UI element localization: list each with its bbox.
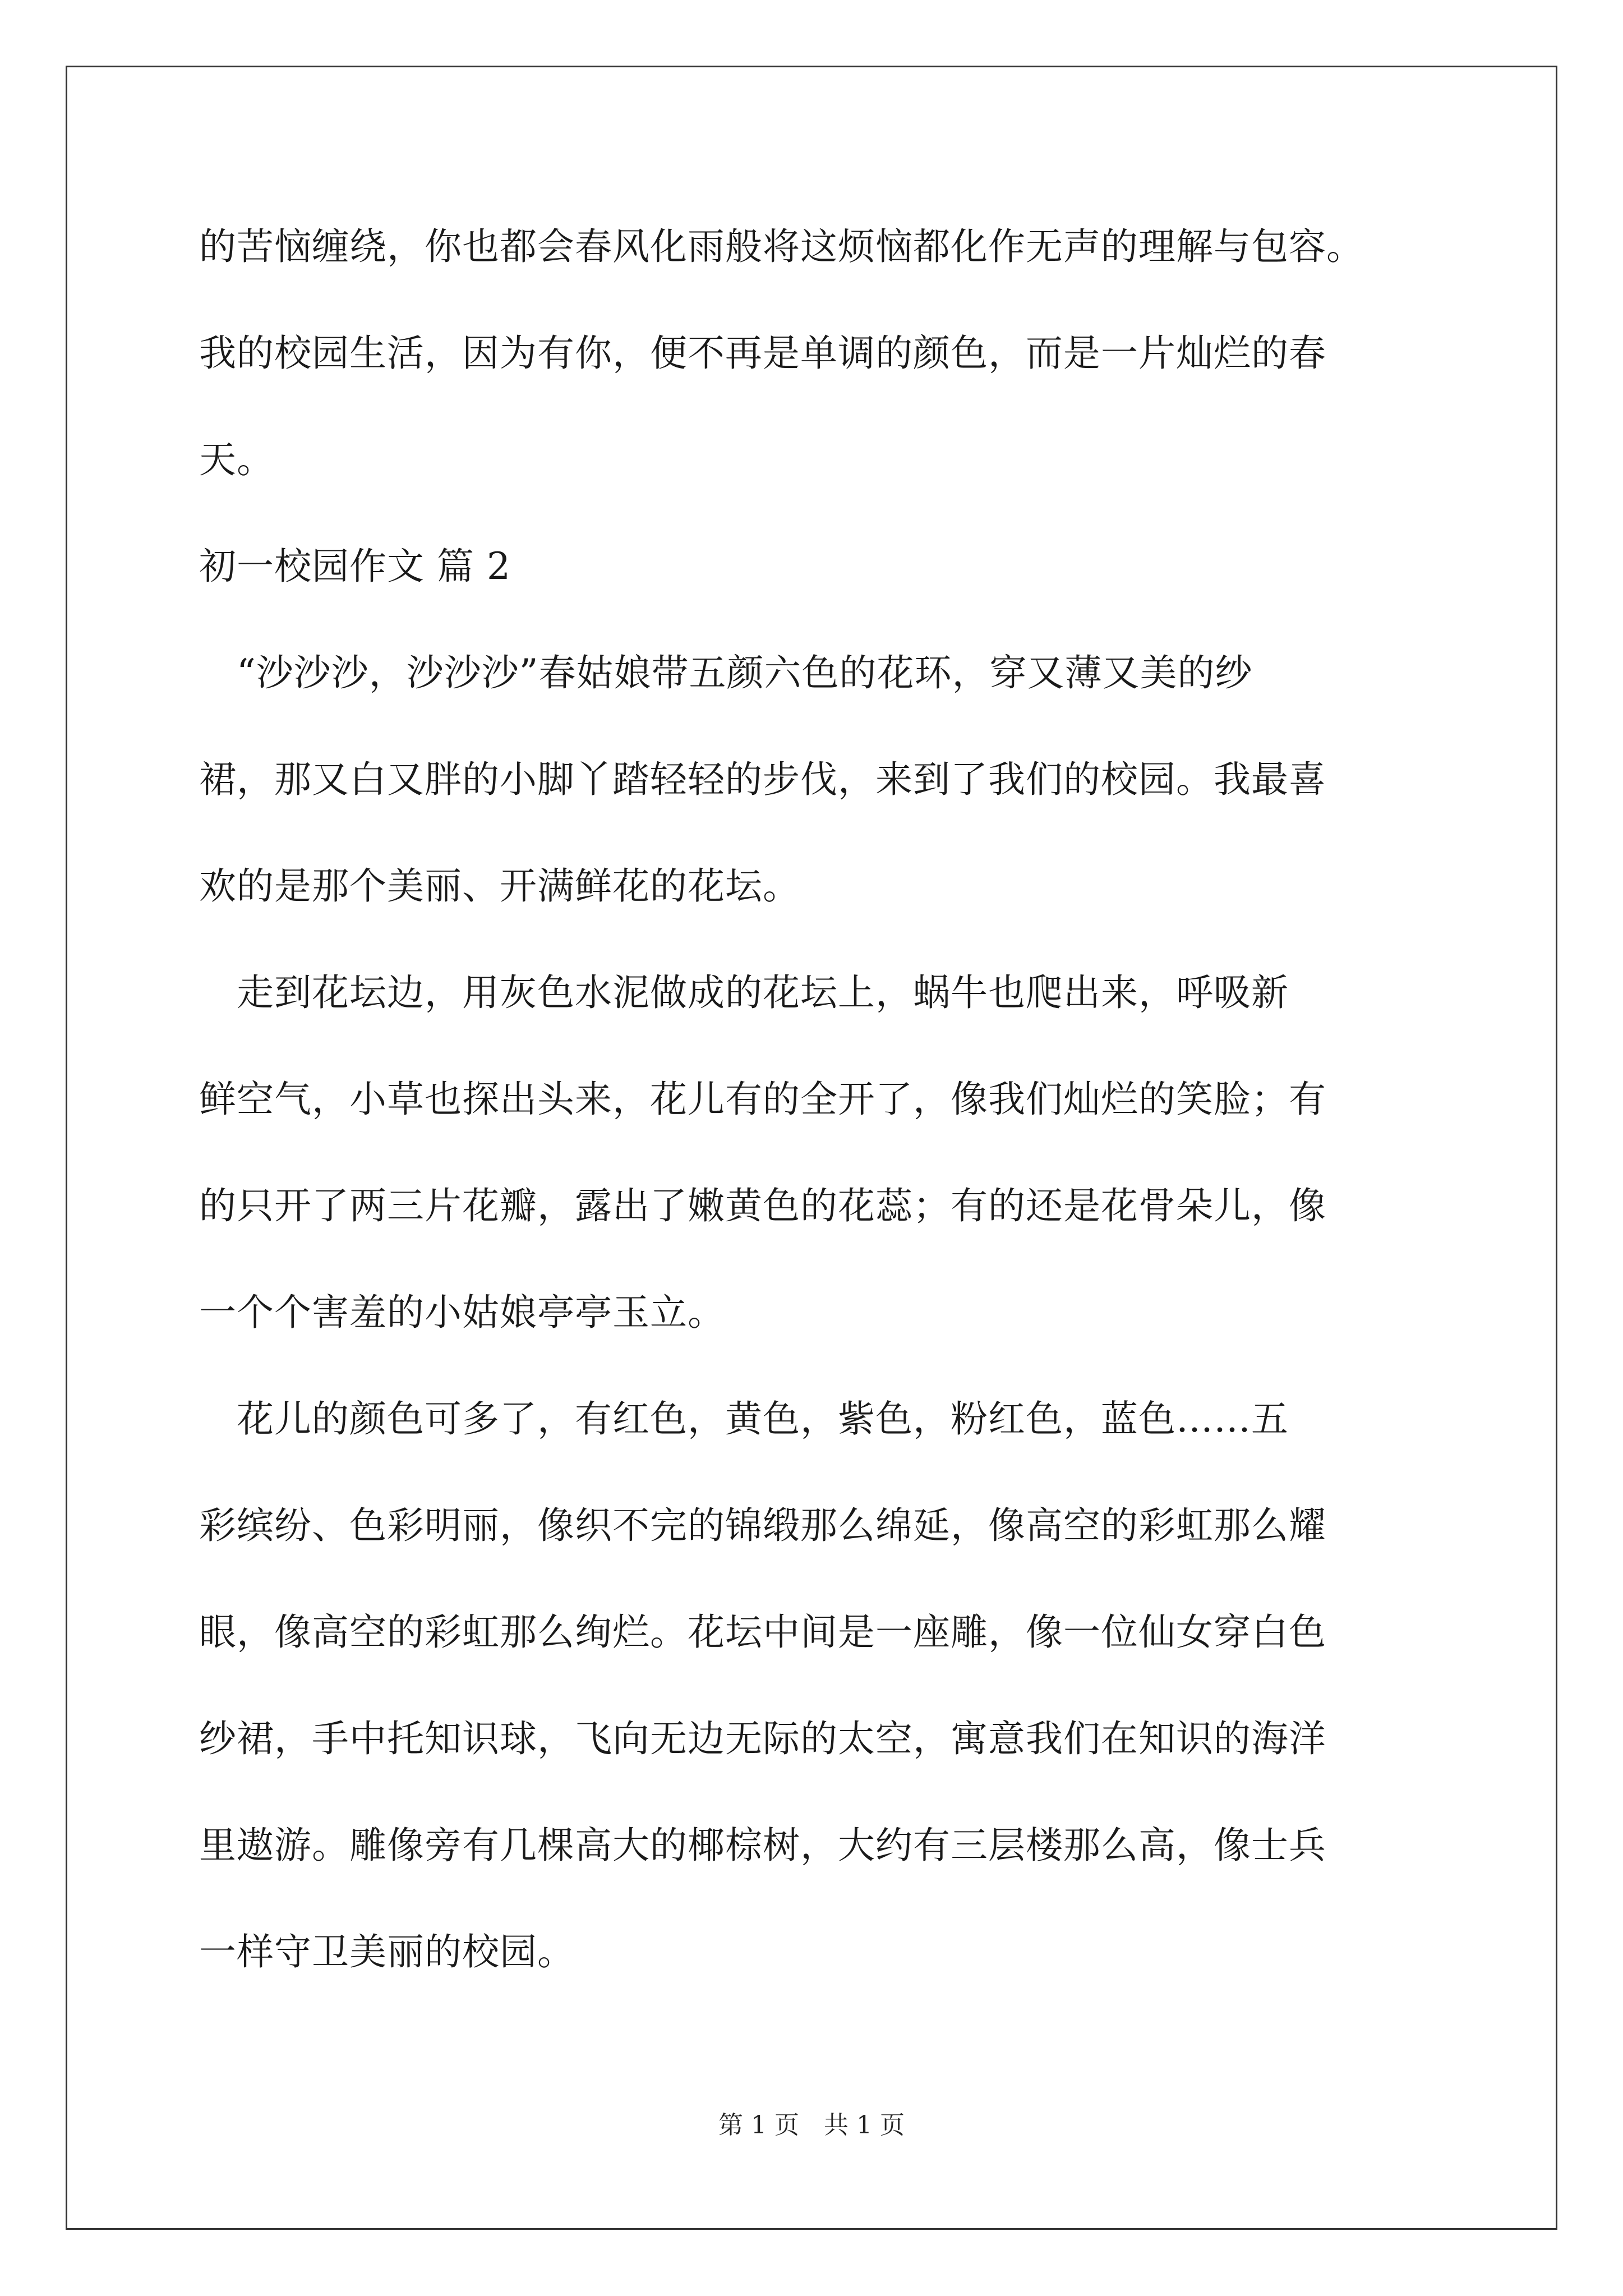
paragraph-line: 纱裙，手中托知识球，飞向无边无际的太空，寓意我们在知识的海洋 xyxy=(199,1717,1326,1760)
paragraph-line: 花儿的颜色可多了，有红色，黄色，紫色，粉红色，蓝色……五 xyxy=(199,1397,1289,1441)
paragraph-line: 裙，那又白又胖的小脚丫踏轻轻的步伐，来到了我们的校园。我最喜 xyxy=(199,758,1326,801)
paragraph-line: 一样守卫美丽的校园。 xyxy=(199,1930,575,1973)
paragraph-line: 的苦恼缠绕，你也都会春风化雨般将这烦恼都化作无声的理解与包容。 xyxy=(199,225,1364,268)
paragraph-line: 欢的是那个美丽、开满鲜花的花坛。 xyxy=(199,864,800,908)
paragraph-line: 一个个害羞的小姑娘亭亭玉立。 xyxy=(199,1291,725,1334)
paragraph-line: 的只开了两三片花瓣，露出了嫩黄色的花蕊；有的还是花骨朵儿，像 xyxy=(199,1184,1326,1227)
paragraph-line: 走到花坛边，用灰色水泥做成的花坛上，蜗牛也爬出来，呼吸新 xyxy=(199,971,1289,1014)
paragraph-line: 彩缤纷、色彩明丽，像织不完的锦缎那么绵延，像高空的彩虹那么耀 xyxy=(199,1504,1326,1547)
paragraph-line: 天。 xyxy=(199,438,274,481)
paragraph-line: 眼，像高空的彩虹那么绚烂。花坛中间是一座雕，像一位仙女穿白色 xyxy=(199,1611,1326,1654)
page-number: 第 1 页 共 1 页 xyxy=(718,2111,905,2139)
paragraph-line: 鲜空气，小草也探出头来，花儿有的全开了，像我们灿烂的笑脸；有 xyxy=(199,1078,1326,1121)
paragraph-line: 里遨游。雕像旁有几棵高大的椰棕树，大约有三层楼那么高，像士兵 xyxy=(199,1824,1326,1867)
section-heading: 初一校园作文 篇 2 xyxy=(199,545,511,588)
paragraph-line: “沙沙沙，沙沙沙”春姑娘带五颜六色的花环，穿又薄又美的纱 xyxy=(199,651,1253,694)
paragraph-line: 我的校园生活，因为有你，便不再是单调的颜色，而是一片灿烂的春 xyxy=(199,332,1326,375)
page-border xyxy=(66,66,1557,2230)
